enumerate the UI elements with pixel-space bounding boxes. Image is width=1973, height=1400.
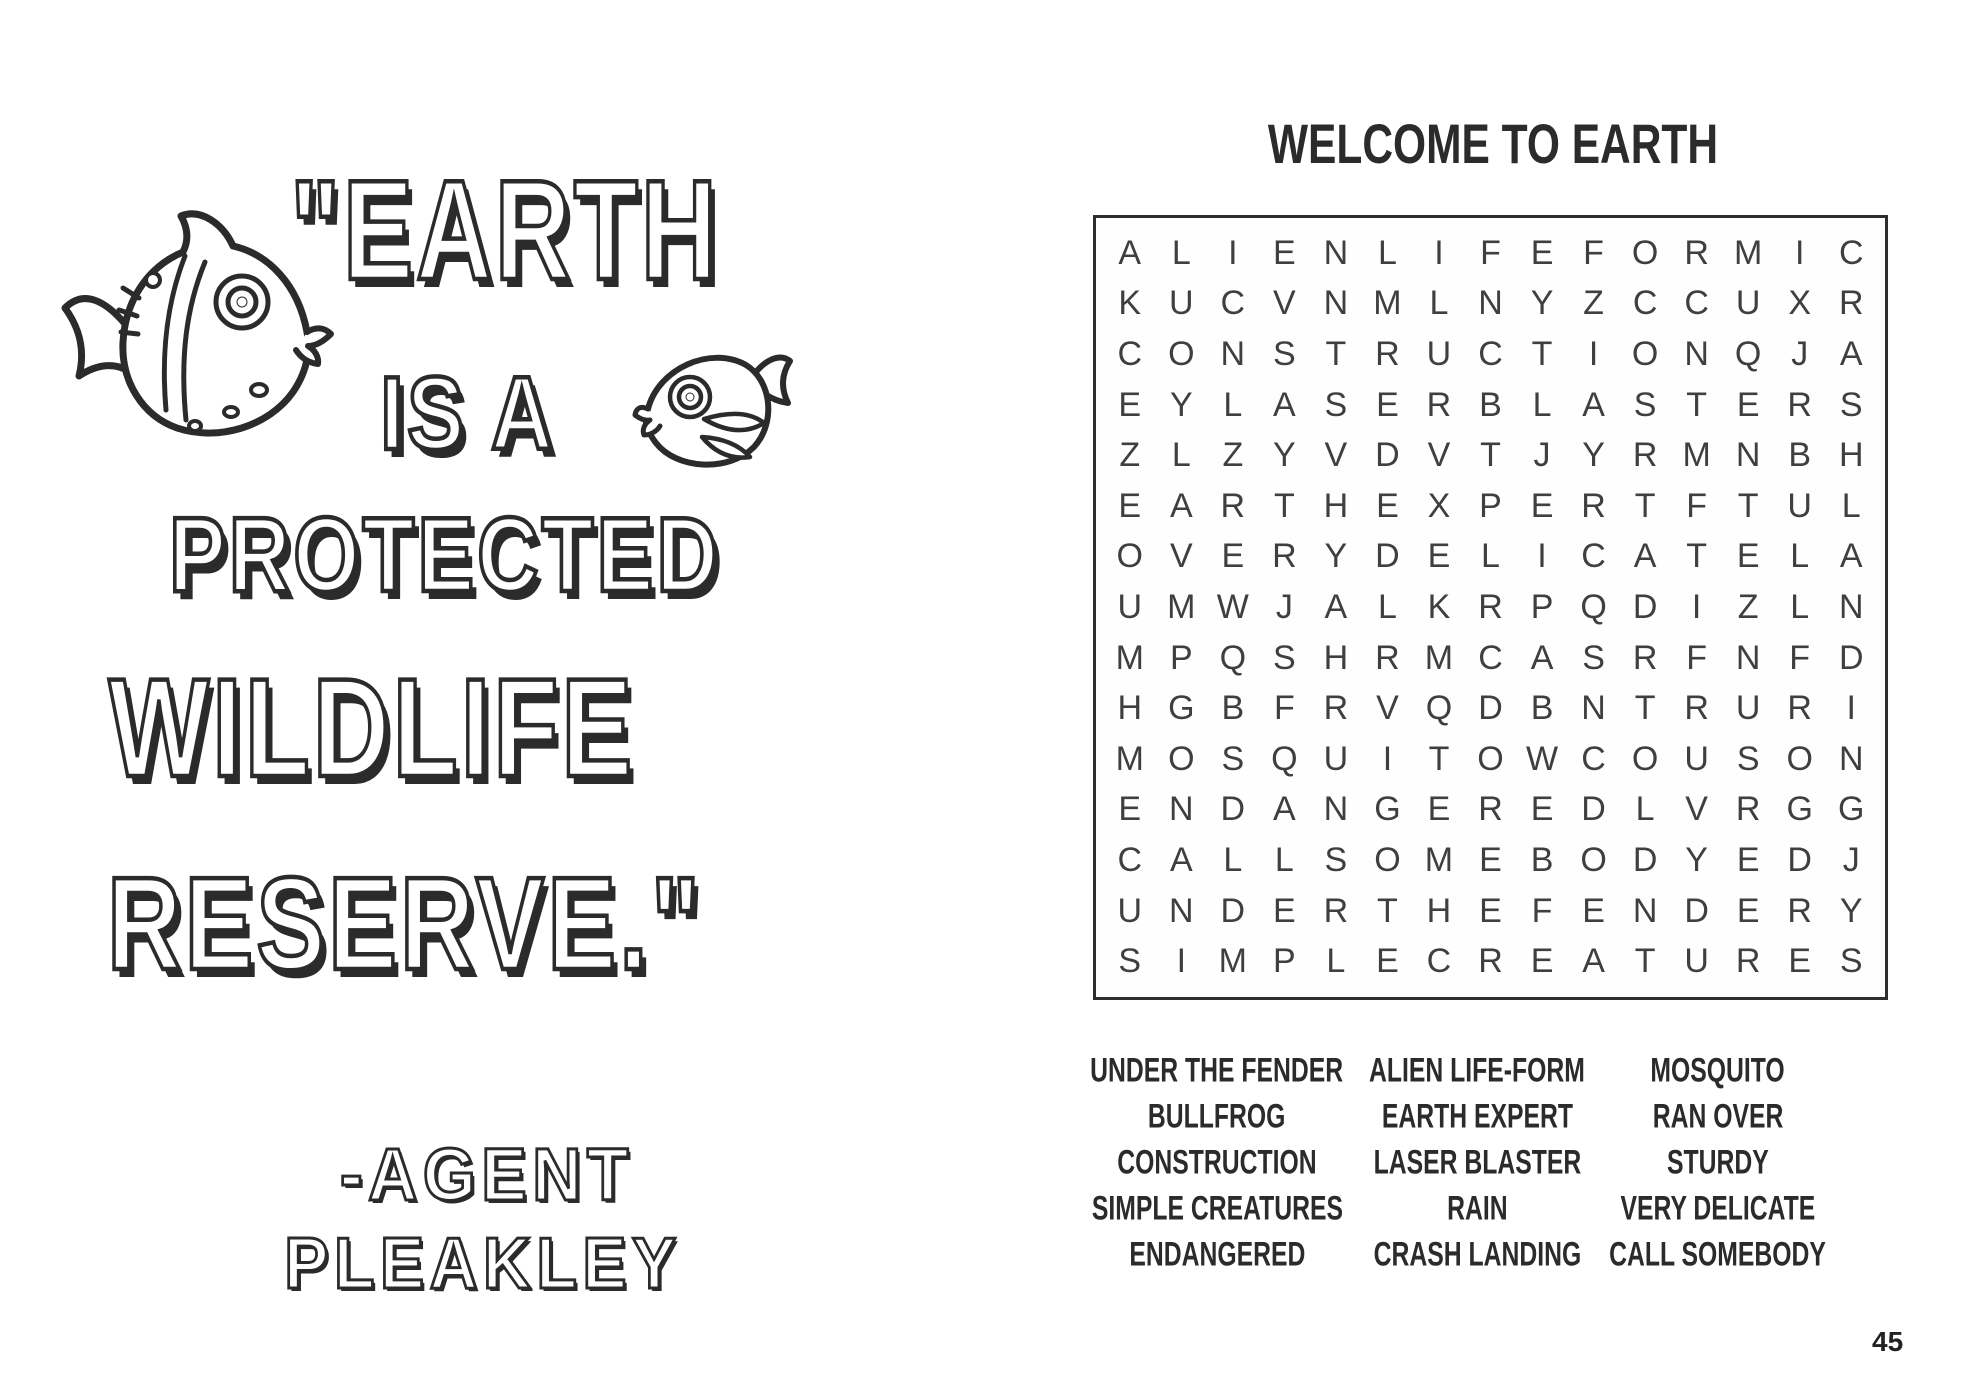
grid-cell: C (1117, 840, 1143, 879)
grid-cell: E (1530, 942, 1554, 981)
grid-cell: A (1118, 233, 1142, 272)
grid-cell: L (1841, 486, 1861, 525)
grid-cell: J (1791, 334, 1809, 373)
grid-cell: M (1424, 638, 1454, 677)
grid-cell: U (1684, 942, 1709, 981)
grid-cell: P (1169, 638, 1193, 677)
word-list-column (1568, 1046, 1868, 1276)
grid-cell: P (1273, 942, 1296, 981)
grid-cell: D (1478, 689, 1503, 728)
grid-cell: F (1480, 233, 1501, 272)
grid-cell: W (1525, 739, 1559, 778)
grid-cell: F (1583, 233, 1604, 272)
grid-cell: H (1323, 486, 1349, 525)
grid-cell: R (1787, 689, 1812, 728)
grid-cell: R (1323, 689, 1349, 728)
grid-cell: E (1736, 537, 1760, 576)
grid-cell: R (1323, 891, 1349, 930)
grid-cell: C (1426, 942, 1452, 981)
grid-cell: L (1274, 840, 1294, 879)
grid-cell: T (1377, 891, 1398, 930)
grid-cell: A (1633, 537, 1657, 576)
grid-cell: B (1479, 385, 1502, 424)
grid-cell: Z (1222, 436, 1244, 475)
grid-cell: L (1326, 942, 1346, 981)
grid-cell: O (1116, 537, 1143, 576)
grid-cell: N (1838, 739, 1864, 778)
word-list-item: VERY DELICATE (1620, 1187, 1816, 1227)
grid-cell: D (1787, 840, 1812, 879)
grid-cell: I (1846, 689, 1856, 728)
grid-cell: D (1838, 638, 1864, 677)
grid-cell: E (1479, 891, 1502, 930)
grid-cell: R (1375, 334, 1400, 373)
grid-cell: N (1323, 233, 1349, 272)
grid-cell: I (1228, 233, 1238, 272)
grid-cell: H (1117, 689, 1143, 728)
attribution-line-2: PLEAKLEY (284, 1224, 682, 1304)
grid-cell: I (1537, 537, 1547, 576)
grid-cell: N (1581, 689, 1606, 728)
grid-cell: T (1634, 486, 1656, 525)
grid-cell: C (1478, 334, 1503, 373)
grid-cell: E (1376, 942, 1399, 981)
grid-cell: F (1686, 486, 1708, 525)
grid-cell: S (1839, 385, 1863, 424)
grid-cell: D (1220, 891, 1246, 930)
grid-cell: N (1735, 436, 1761, 475)
grid-cell: C (1581, 739, 1606, 778)
word-list-item: UNDER THE FENDER (1090, 1049, 1344, 1089)
grid-cell: E (1788, 942, 1812, 981)
grid-cell: K (1118, 284, 1142, 323)
grid-cell: J (1533, 436, 1551, 475)
grid-cell: P (1530, 587, 1554, 626)
grid-cell: U (1684, 739, 1709, 778)
grid-cell: G (1168, 689, 1195, 728)
grid-cell: Y (1582, 436, 1605, 475)
grid-cell: U (1426, 334, 1452, 373)
grid-cell: L (1171, 233, 1191, 272)
grid-cell: T (1273, 486, 1295, 525)
grid-cell: Q (1734, 334, 1762, 373)
grid-cell: C (1684, 284, 1709, 323)
grid-cell: O (1631, 739, 1659, 778)
word-list-item: LASER BLASTER (1373, 1141, 1581, 1181)
grid-cell: A (1273, 790, 1296, 829)
grid-cell: F (1789, 638, 1811, 677)
grid-cell: N (1169, 790, 1194, 829)
grid-cell: X (1427, 486, 1451, 525)
grid-cell: L (1429, 284, 1449, 323)
grid-cell: T (1686, 537, 1708, 576)
page-number: 45 (1872, 1326, 1904, 1357)
grid-cell: K (1427, 587, 1451, 626)
grid-cell: Q (1271, 739, 1298, 778)
grid-cell: W (1216, 587, 1249, 626)
grid-cell: E (1530, 790, 1554, 829)
grid-cell: M (1115, 638, 1144, 677)
grid-cell: R (1478, 587, 1503, 626)
grid-cell: I (1588, 334, 1599, 373)
grid-cell: E (1118, 486, 1142, 525)
grid-cell: G (1786, 790, 1813, 829)
grid-cell: M (1424, 840, 1454, 879)
grid-cell: C (1838, 233, 1864, 272)
grid-cell: I (1176, 942, 1187, 981)
grid-cell: A (1169, 486, 1193, 525)
grid-cell: A (1839, 334, 1863, 373)
grid-cell: E (1221, 537, 1245, 576)
grid-cell: C (1632, 284, 1658, 323)
grid-cell: R (1426, 385, 1452, 424)
grid-cell: E (1530, 233, 1554, 272)
grid-cell: M (1373, 284, 1402, 323)
grid-cell: L (1377, 587, 1397, 626)
grid-cell: E (1736, 840, 1760, 879)
grid-cell: R (1838, 284, 1864, 323)
grid-cell: T (1634, 689, 1656, 728)
grid-cell: C (1478, 638, 1503, 677)
grid-cell: Z (1737, 587, 1759, 626)
grid-cell: R (1220, 486, 1246, 525)
grid-cell: R (1272, 537, 1297, 576)
grid-cell: O (1168, 739, 1195, 778)
grid-cell: S (1633, 385, 1657, 424)
grid-cell: U (1117, 587, 1143, 626)
grid-cell: R (1787, 891, 1812, 930)
grid-cell: A (1324, 587, 1348, 626)
grid-cell: G (1837, 790, 1865, 829)
quote-line-1: "EARTH (290, 151, 720, 310)
grid-cell: T (1634, 942, 1656, 981)
quote-line-5: RESERVE." (107, 850, 703, 997)
grid-cell: C (1220, 284, 1246, 323)
grid-cell: T (1480, 436, 1501, 475)
word-list-item: RAIN (1446, 1187, 1508, 1227)
grid-cell: S (1736, 739, 1760, 778)
grid-cell: R (1632, 638, 1658, 677)
grid-cell: V (1376, 689, 1399, 728)
grid-cell: D (1375, 537, 1400, 576)
grid-cell: V (1273, 284, 1296, 323)
grid-cell: N (1478, 284, 1503, 323)
grid-cell: S (1324, 385, 1348, 424)
word-list-item: CRASH LANDING (1373, 1233, 1581, 1273)
grid-cell: D (1220, 790, 1246, 829)
grid-cell: Q (1219, 638, 1247, 677)
grid-cell: B (1530, 689, 1554, 728)
grid-cell: R (1787, 385, 1812, 424)
grid-cell: P (1479, 486, 1502, 525)
grid-cell: E (1427, 537, 1451, 576)
attribution-line-1: -AGENT (339, 1133, 635, 1216)
grid-cell: M (1167, 587, 1196, 626)
quote-line-2: IS A (380, 356, 556, 472)
grid-cell: H (1426, 891, 1452, 930)
grid-cell: R (1478, 942, 1503, 981)
grid-cell: R (1375, 638, 1400, 677)
grid-cell: O (1786, 739, 1813, 778)
word-list-item: EARTH EXPERT (1381, 1095, 1573, 1135)
grid-cell: A (1582, 385, 1605, 424)
grid-cell: L (1790, 587, 1810, 626)
grid-cell: A (1169, 840, 1193, 879)
word-list-item: CALL SOMEBODY (1609, 1233, 1827, 1273)
grid-cell: T (1325, 334, 1347, 373)
grid-cell: U (1787, 486, 1812, 525)
word-list-item: SIMPLE CREATURES (1091, 1187, 1343, 1227)
grid-cell: U (1117, 891, 1143, 930)
grid-cell: L (1377, 233, 1397, 272)
grid-cell: T (1737, 486, 1759, 525)
grid-cell: N (1684, 334, 1709, 373)
grid-cell: M (1682, 436, 1711, 475)
grid-cell: E (1273, 891, 1296, 930)
grid-cell: N (1838, 587, 1864, 626)
grid-cell: S (1582, 638, 1605, 677)
grid-cell: E (1273, 233, 1296, 272)
grid-cell: D (1684, 891, 1709, 930)
grid-cell: E (1376, 385, 1399, 424)
grid-cell: E (1479, 840, 1502, 879)
grid-cell: G (1374, 790, 1401, 829)
grid-cell: Y (1273, 436, 1296, 475)
grid-cell: F (1273, 689, 1295, 728)
grid-cell: S (1118, 942, 1142, 981)
grid-cell: D (1581, 790, 1606, 829)
grid-cell: Z (1583, 284, 1604, 323)
grid-cell: B (1530, 840, 1554, 879)
grid-cell: S (1221, 739, 1245, 778)
grid-cell: D (1375, 436, 1400, 475)
word-list-item: STURDY (1667, 1141, 1769, 1181)
grid-cell: A (1530, 638, 1554, 677)
grid-cell: L (1532, 385, 1552, 424)
grid-cell: M (1733, 233, 1763, 272)
word-list-item: ALIEN LIFE-FORM (1369, 1049, 1585, 1089)
grid-cell: E (1376, 486, 1399, 525)
grid-cell: O (1374, 840, 1401, 879)
grid-cell: N (1632, 891, 1658, 930)
grid-cell: Q (1580, 587, 1607, 626)
grid-cell: M (1218, 942, 1247, 981)
grid-cell: T (1686, 385, 1708, 424)
grid-cell: T (1531, 334, 1553, 373)
grid-cell: B (1788, 436, 1812, 475)
grid-cell: J (1842, 840, 1860, 879)
grid-cell: R (1581, 486, 1606, 525)
grid-cell: Y (1685, 840, 1708, 879)
grid-cell: Q (1425, 689, 1453, 728)
grid-cell: L (1223, 385, 1243, 424)
word-search-grid (1093, 215, 1888, 1000)
grid-cell: F (1531, 891, 1553, 930)
grid-cell: E (1736, 385, 1760, 424)
grid-cell: H (1838, 436, 1864, 475)
grid-cell: E (1736, 891, 1760, 930)
grid-cell: D (1632, 840, 1658, 879)
grid-cell: Y (1169, 385, 1193, 424)
grid-cell: F (1686, 638, 1708, 677)
grid-cell: O (1580, 840, 1607, 879)
grid-cell: I (1691, 587, 1702, 626)
grid-cell: I (1794, 233, 1805, 272)
grid-cell: U (1735, 689, 1761, 728)
grid-cell: Y (1324, 537, 1348, 576)
grid-cell: Y (1530, 284, 1554, 323)
grid-cell: D (1632, 587, 1658, 626)
round-fish-illustration (632, 325, 797, 495)
grid-cell: V (1169, 537, 1193, 576)
grid-cell: M (1115, 739, 1144, 778)
grid-cell: U (1169, 284, 1194, 323)
grid-cell: X (1788, 284, 1812, 323)
grid-cell: E (1118, 790, 1142, 829)
grid-cell: L (1223, 840, 1243, 879)
grid-cell: S (1273, 638, 1296, 677)
grid-cell: B (1221, 689, 1245, 728)
puzzle-title: WELCOME TO EARTH (1267, 112, 1719, 176)
grid-cell: A (1839, 537, 1863, 576)
grid-cell: R (1684, 689, 1709, 728)
grid-cell: L (1635, 790, 1655, 829)
grid-cell: S (1324, 840, 1348, 879)
grid-cell: V (1685, 790, 1708, 829)
grid-cell: U (1735, 284, 1761, 323)
grid-cell: U (1323, 739, 1349, 778)
grid-cell: C (1581, 537, 1606, 576)
grid-cell: N (1323, 790, 1349, 829)
grid-cell: J (1275, 587, 1293, 626)
grid-cell: N (1735, 638, 1761, 677)
grid-cell: S (1839, 942, 1863, 981)
word-list-item: MOSQUITO (1650, 1049, 1786, 1089)
grid-cell: Z (1119, 436, 1141, 475)
grid-cell: O (1168, 334, 1195, 373)
grid-cell: R (1735, 942, 1761, 981)
grid-cell: R (1735, 790, 1761, 829)
grid-cell: T (1428, 739, 1450, 778)
grid-cell: C (1117, 334, 1143, 373)
grid-cell: I (1382, 739, 1393, 778)
grid-cell: E (1118, 385, 1142, 424)
grid-cell: O (1631, 233, 1659, 272)
word-list-item: ENDANGERED (1128, 1233, 1306, 1273)
grid-cell: I (1434, 233, 1444, 272)
word-list-item: RAN OVER (1652, 1095, 1784, 1135)
grid-cell: N (1323, 284, 1349, 323)
grid-cell: R (1684, 233, 1709, 272)
word-list-item: BULLFROG (1148, 1095, 1286, 1135)
grid-cell: V (1427, 436, 1451, 475)
grid-cell: E (1530, 486, 1554, 525)
grid-cell: V (1324, 436, 1348, 475)
grid-cell: L (1481, 537, 1500, 576)
grid-cell: O (1631, 334, 1659, 373)
grid-cell: E (1582, 891, 1605, 930)
grid-cell: L (1171, 436, 1191, 475)
quote-line-4: WILDLIFE (108, 649, 636, 806)
grid-cell: O (1477, 739, 1504, 778)
word-list-item: CONSTRUCTION (1117, 1141, 1317, 1181)
grid-cell: A (1582, 942, 1605, 981)
grid-cell: L (1790, 537, 1810, 576)
grid-cell: N (1220, 334, 1246, 373)
grid-cell: N (1169, 891, 1194, 930)
grid-cell: Y (1839, 891, 1863, 930)
quote-line-3: PROTECTED (169, 496, 721, 614)
grid-cell: A (1273, 385, 1296, 424)
grid-cell: R (1478, 790, 1503, 829)
grid-cell: H (1323, 638, 1349, 677)
grid-cell: R (1632, 436, 1658, 475)
grid-cell: S (1273, 334, 1296, 373)
grid-cell: E (1427, 790, 1451, 829)
